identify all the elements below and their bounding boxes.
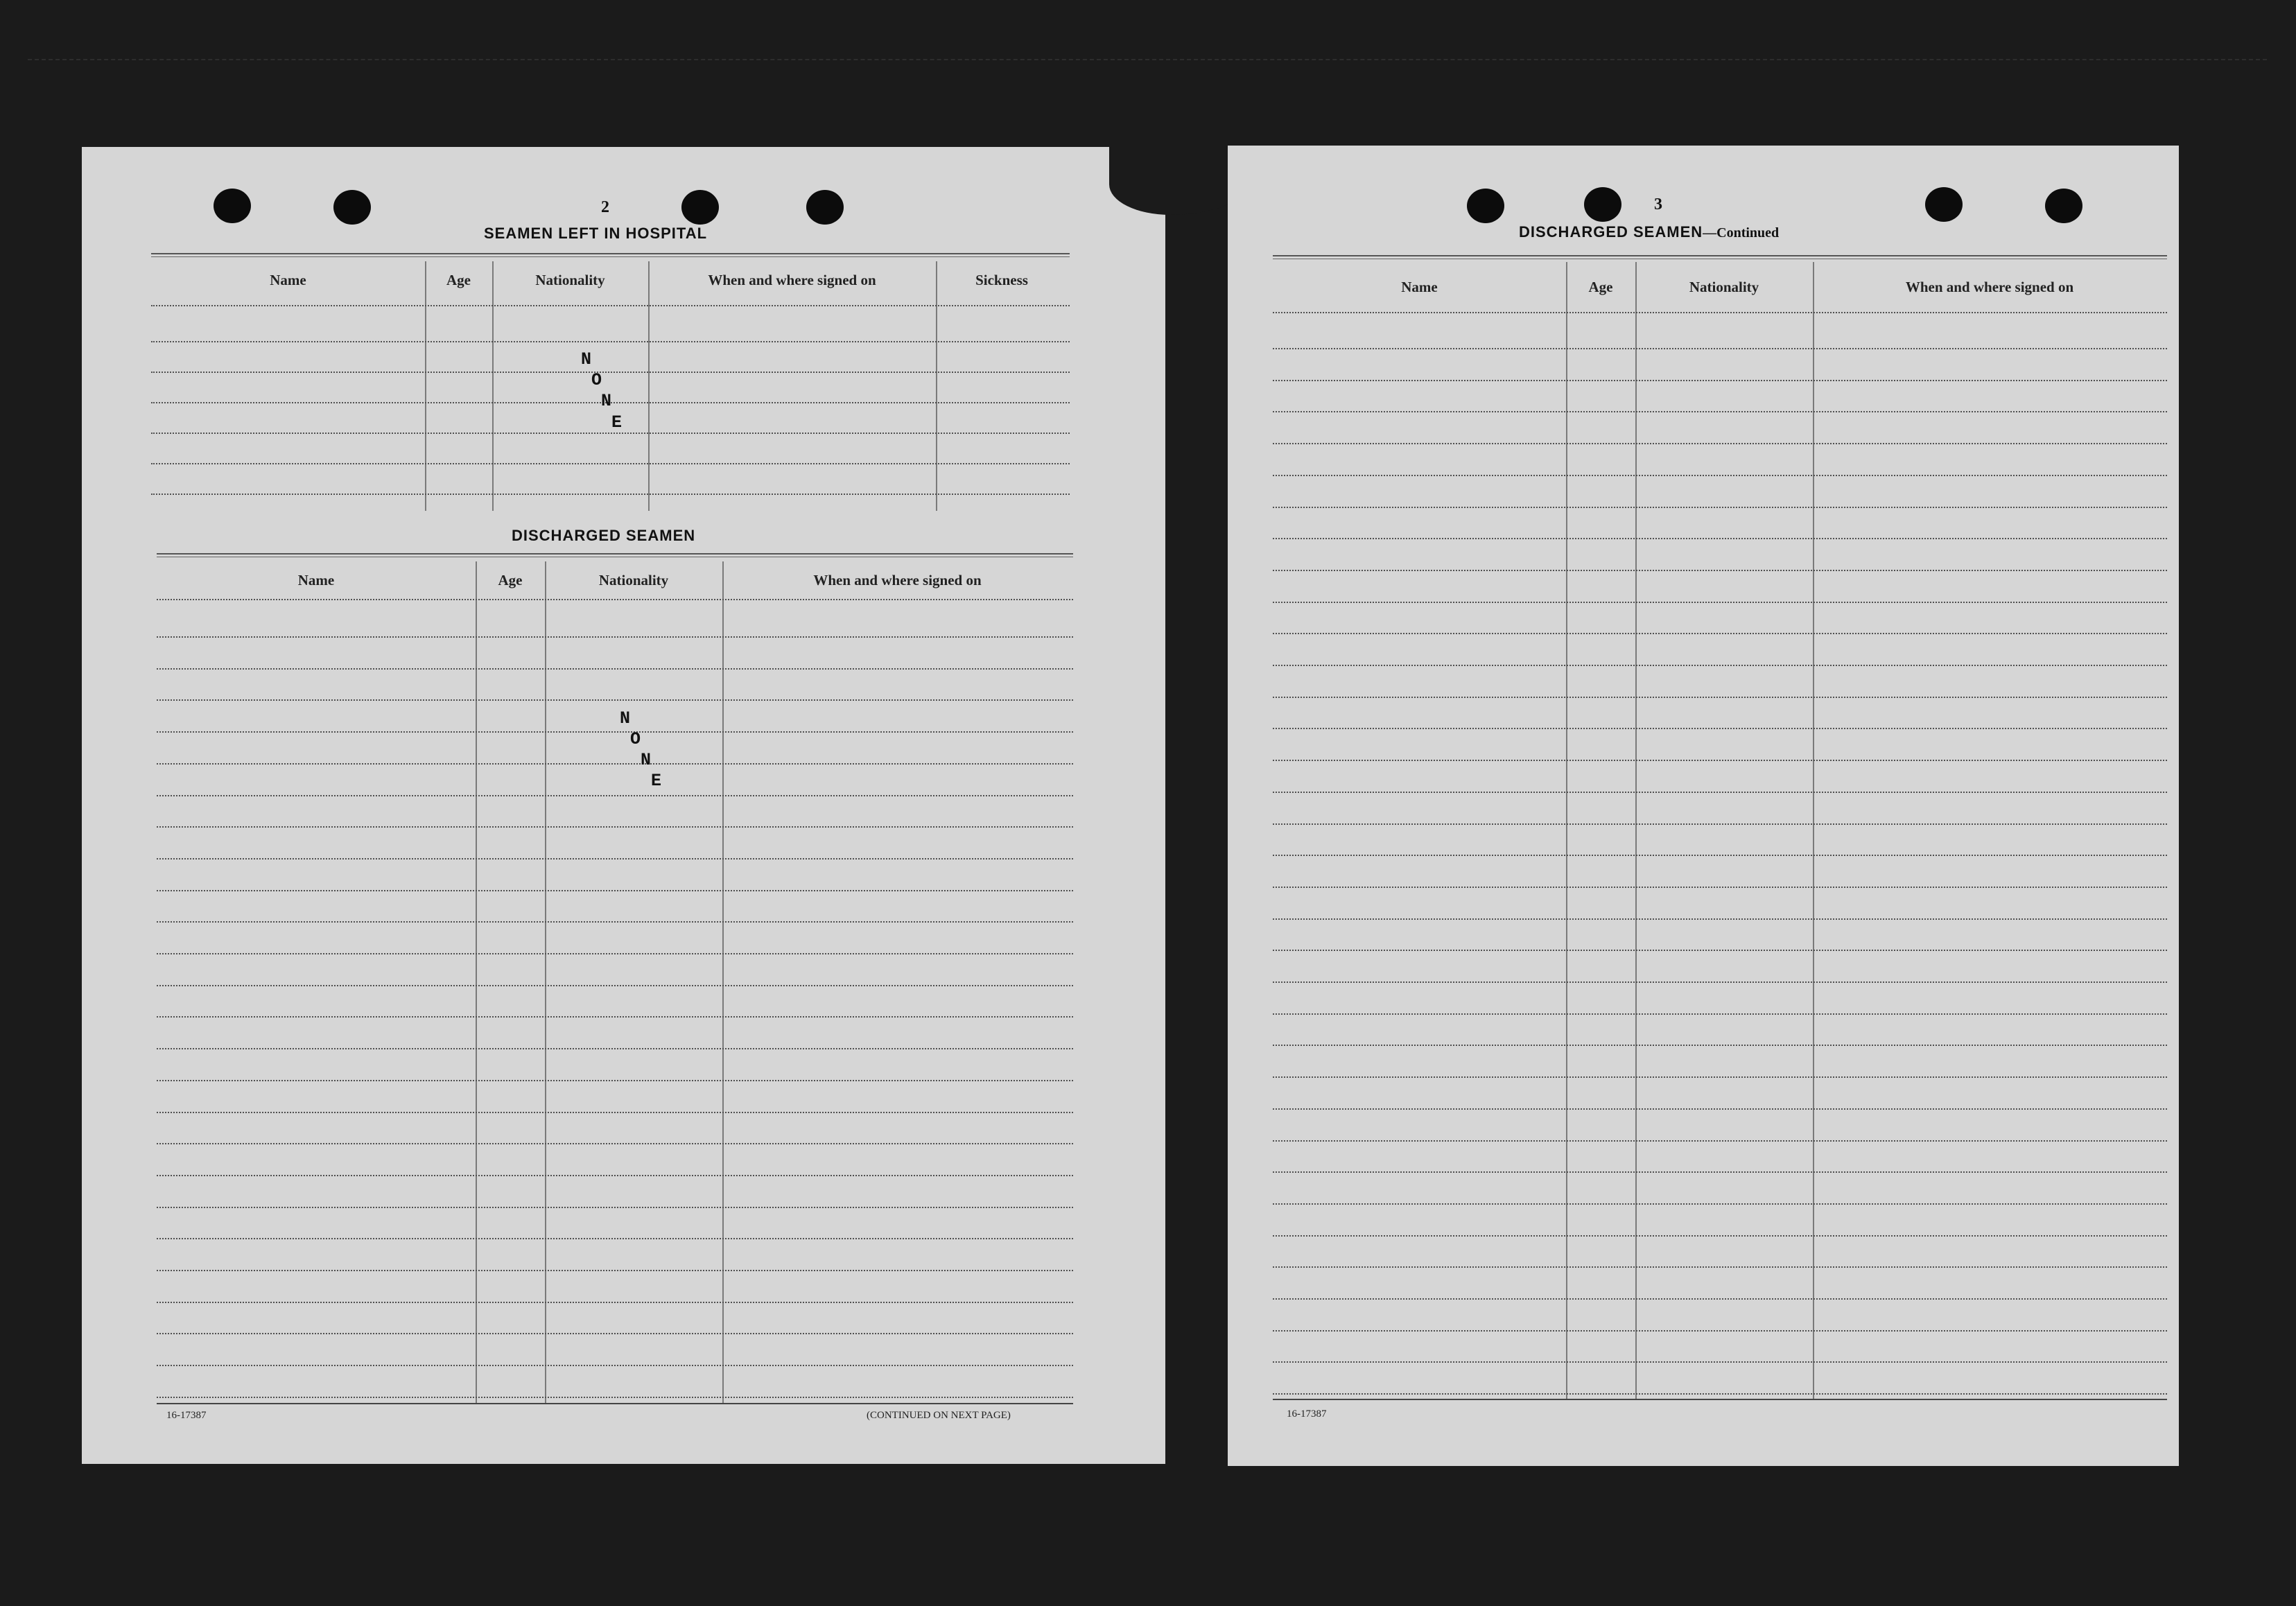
ruled-line bbox=[1273, 1361, 2167, 1363]
ruled-line bbox=[157, 731, 1073, 733]
column-divider bbox=[545, 561, 546, 1403]
column-divider bbox=[1566, 262, 1567, 1399]
ruled-line bbox=[157, 890, 1073, 891]
ruled-line bbox=[1273, 792, 2167, 793]
ruled-line bbox=[157, 795, 1073, 796]
ruled-line bbox=[157, 668, 1073, 670]
ruled-line bbox=[1273, 1076, 2167, 1078]
form-number: 16-17387 bbox=[1287, 1408, 1327, 1420]
ruled-line bbox=[1273, 1108, 2167, 1110]
ruled-line bbox=[1273, 475, 2167, 476]
column-header-name: Name bbox=[270, 272, 306, 288]
ruled-line bbox=[157, 826, 1073, 828]
ruled-line bbox=[157, 1397, 1073, 1398]
column-header-nationality: Nationality bbox=[1689, 279, 1759, 295]
continued-note: (CONTINUED ON NEXT PAGE) bbox=[867, 1410, 1011, 1421]
discharged-table bbox=[82, 147, 1165, 1464]
scan-edge-noise bbox=[28, 59, 2267, 67]
column-divider bbox=[1635, 262, 1637, 1399]
section-title-discharged: DISCHARGED SEAMEN bbox=[512, 527, 696, 544]
ruled-line bbox=[1273, 1013, 2167, 1015]
ruled-line bbox=[157, 985, 1073, 986]
ruled-line bbox=[1273, 1171, 2167, 1173]
ruled-line bbox=[1273, 1235, 2167, 1237]
column-header-signed-on: When and where signed on bbox=[708, 272, 876, 288]
column-header-age: Age bbox=[498, 572, 523, 588]
ruled-line bbox=[1273, 981, 2167, 983]
ruled-line bbox=[1273, 538, 2167, 539]
ruled-line bbox=[157, 1080, 1073, 1081]
ruled-line bbox=[1273, 1330, 2167, 1332]
ruled-line bbox=[1273, 1045, 2167, 1046]
column-header-signed-on: When and where signed on bbox=[813, 572, 982, 588]
ruled-line bbox=[1273, 570, 2167, 571]
form-number: 16-17387 bbox=[166, 1410, 207, 1421]
ruled-line bbox=[157, 1207, 1073, 1208]
ruled-line bbox=[157, 1302, 1073, 1303]
column-header-age: Age bbox=[1588, 279, 1613, 295]
ruled-line bbox=[1273, 665, 2167, 666]
none-entry-letter: E bbox=[611, 412, 623, 433]
ruled-line bbox=[1273, 1298, 2167, 1300]
ruled-line bbox=[1273, 1140, 2167, 1142]
ruled-line bbox=[1273, 1266, 2167, 1268]
table-bottom-rule bbox=[1273, 1399, 2167, 1400]
column-header-age: Age bbox=[446, 272, 471, 288]
none-entry-letter: N bbox=[581, 349, 592, 369]
ruled-line bbox=[1273, 855, 2167, 856]
section-title-text: DISCHARGED SEAMEN bbox=[1519, 223, 1703, 241]
none-entry-letter: N bbox=[620, 708, 631, 728]
page-number: 3 bbox=[1654, 195, 1662, 213]
ruled-line bbox=[1273, 887, 2167, 888]
ruled-line bbox=[157, 699, 1073, 701]
ruled-line bbox=[157, 636, 1073, 638]
column-header-nationality: Nationality bbox=[535, 272, 605, 288]
ruled-line bbox=[157, 763, 1073, 765]
none-entry-letter: E bbox=[651, 771, 662, 791]
ruled-line bbox=[157, 1333, 1073, 1334]
header-underline bbox=[157, 599, 1073, 600]
ruled-line bbox=[1273, 1203, 2167, 1205]
column-header-sickness: Sickness bbox=[975, 272, 1028, 288]
column-header-name: Name bbox=[1401, 279, 1438, 295]
ruled-line bbox=[157, 1048, 1073, 1049]
table-bottom-rule bbox=[157, 1403, 1073, 1404]
ruled-line bbox=[1273, 950, 2167, 951]
page-number: 2 bbox=[601, 198, 609, 216]
left-page bbox=[82, 147, 1165, 1464]
column-header-nationality: Nationality bbox=[598, 572, 669, 588]
column-divider bbox=[1813, 262, 1814, 1399]
ruled-line bbox=[157, 1016, 1073, 1018]
ruled-line bbox=[1273, 348, 2167, 349]
ruled-line bbox=[157, 1143, 1073, 1144]
section-title-hospital: SEAMEN LEFT IN HOSPITAL bbox=[484, 225, 708, 242]
discharged-continued-table bbox=[1228, 146, 2179, 1466]
right-page bbox=[1228, 146, 2179, 1466]
ruled-line bbox=[157, 921, 1073, 923]
ruled-line bbox=[1273, 602, 2167, 603]
ruled-line bbox=[157, 1238, 1073, 1239]
column-header-name: Name bbox=[297, 572, 335, 588]
column-header-signed-on: When and where signed on bbox=[1905, 279, 2074, 295]
ruled-line bbox=[1273, 918, 2167, 920]
ruled-line bbox=[157, 1112, 1073, 1113]
ruled-line bbox=[157, 1270, 1073, 1271]
ruled-line bbox=[1273, 507, 2167, 508]
ruled-line bbox=[1273, 760, 2167, 761]
ruled-line bbox=[1273, 380, 2167, 381]
ruled-line bbox=[1273, 443, 2167, 444]
ruled-line bbox=[1273, 697, 2167, 698]
ruled-line bbox=[157, 1175, 1073, 1176]
column-divider bbox=[476, 561, 477, 1403]
continued-suffix: —Continued bbox=[1703, 225, 1780, 241]
ruled-line bbox=[157, 1365, 1073, 1366]
none-entry-letter: N bbox=[641, 750, 652, 770]
none-entry-letter: O bbox=[591, 370, 602, 390]
header-underline bbox=[1273, 312, 2167, 313]
none-entry-letter: O bbox=[630, 729, 641, 749]
ruled-line bbox=[157, 858, 1073, 859]
ruled-line bbox=[1273, 633, 2167, 634]
ruled-line bbox=[157, 953, 1073, 954]
column-divider bbox=[722, 561, 724, 1403]
ruled-line bbox=[1273, 728, 2167, 729]
ruled-line bbox=[1273, 1393, 2167, 1395]
ruled-line bbox=[1273, 823, 2167, 825]
none-entry-letter: N bbox=[601, 391, 612, 411]
ruled-line bbox=[1273, 411, 2167, 412]
